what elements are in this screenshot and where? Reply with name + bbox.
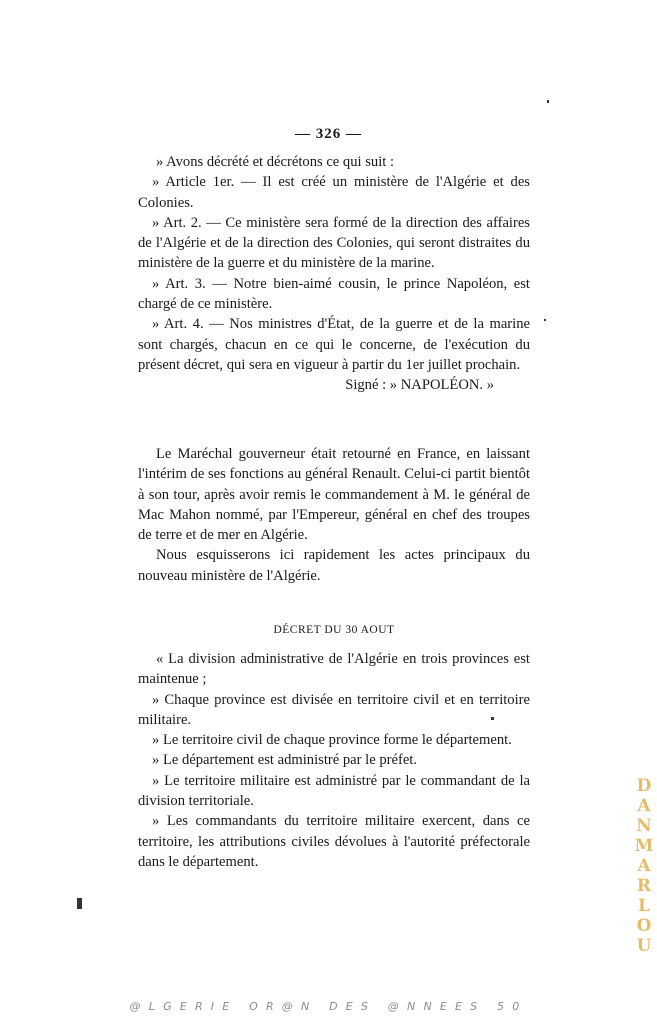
watermark-letter: D [636,776,652,796]
page-number: — 326 — [295,126,362,142]
decree-aout-line: » Le territoire militaire est administré par le commandant de la division territoriale. [138,772,530,810]
narrative-text [138,444,530,586]
section-heading: DÉCRET DU 30 AOUT [273,624,395,636]
scan-speck [491,717,494,720]
watermark-letter: R [636,876,652,896]
watermark-letter: L [638,896,650,916]
decree-signature: Signé : » NAPOLÉON. » [345,377,494,394]
scan-speck [547,100,549,103]
decree-article-1: » Article 1er. — Il est créé un ministère de l'Algérie et des Colonies. [138,174,530,211]
watermark-letter: N [636,816,652,836]
decree-aout-line: » Le territoire civil de chaque province forme le département. [152,732,512,749]
decree-aout-line: « La division administrative de l'Algérie en trois provinces est maintenue ; [138,651,530,688]
decree-article-2: » Art. 2. — Ce ministère sera formé de la direction des affaires de l'Algérie et de la direction des Colonies, qui seront distraites du ministère de la guerre et du ministère de la marine. [138,214,530,272]
decree-aout-line: » Le département est administré par le préfet. [152,752,418,769]
decree-aout-line: » Les commandants du territoire militaire exercent, dans ce territoire, les attributions civiles dévolues à l'autorité préfectorale dans le département. [138,813,530,870]
watermark-letter: M [634,836,654,856]
watermark-letter: U [636,936,652,956]
decree-text [138,152,530,396]
scan-speck [77,898,82,909]
decree-article-4: » Art. 4. — Nos ministres d'État, de la guerre et de la marine sont chargés, chacun en ce qui le concerne, de l'exécution du présent décret, qui sera en vigueur à partir du 1er juillet prochain. [138,316,530,373]
watermark-letter: O [636,916,652,936]
decree-line: » Avons décrété et décrétons ce qui suit : [156,154,395,170]
narrative-paragraph: Le Maréchal gouverneur était retourné en France, en laissant l'intérim de ses fonctions au général Renault. Celui-ci partit bientôt à son tour, après avoir remis le commandement à M. le général de Mac Mahon nommé, par l'Empereur, général en chef des troupes de terre et de mer en Algérie. [138,446,530,544]
decree-aout-line: » Chaque province est divisée en territoire civil et en territoire militaire. [138,691,530,728]
decree-article-3: » Art. 3. — Notre bien-aimé cousin, le prince Napoléon, est chargé de ce ministère. [138,275,530,313]
watermark [634,776,654,956]
watermark-letter: A [637,796,651,816]
decree-aout-text [138,649,530,872]
scan-speck [544,319,546,321]
narrative-paragraph: Nous esquisserons ici rapidement les actes principaux du nouveau ministère de l'Algérie. [138,547,530,584]
footer-caption: @LGERIE OR@N DES @NNEES 50 [129,1000,528,1013]
watermark-letter: A [637,856,651,876]
